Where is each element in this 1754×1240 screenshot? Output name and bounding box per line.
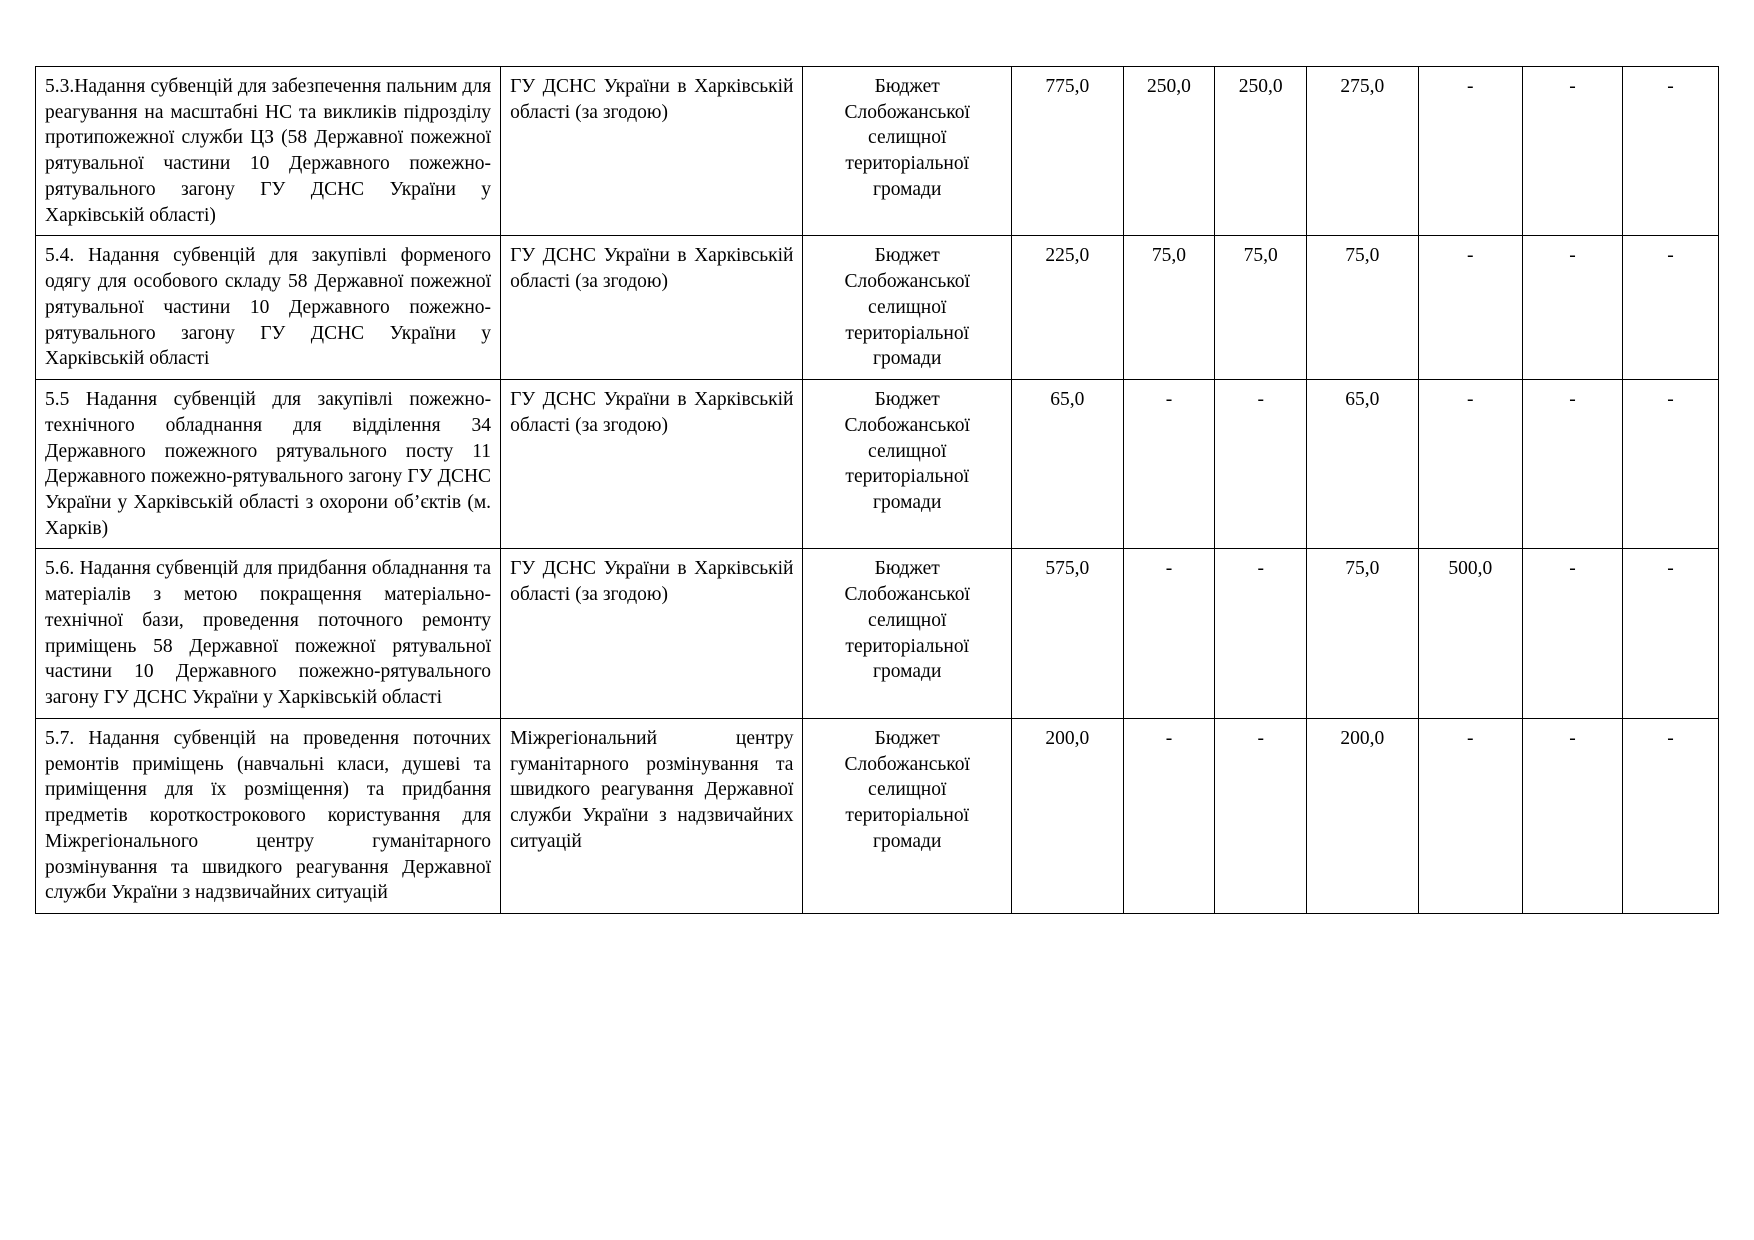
row-funding-source: Бюджет Слобожанської селищної територіальної громади [803, 236, 1012, 380]
row-value-4: - [1418, 236, 1522, 380]
row-value-5: - [1522, 718, 1622, 913]
row-value-1: 75,0 [1123, 236, 1215, 380]
row-description: 5.5 Надання субвенцій для закупівлі пожежно-технічного обладнання для відділення 34 Державного пожежного рятувального посту 11 Державного пожежно-рятувального загону ГУ ДСНС України у Харківській області з охорони об’єктів (м. Харків) [36, 380, 501, 549]
budget-table [35, 66, 1719, 914]
table-row [36, 236, 1719, 380]
row-value-4: - [1418, 718, 1522, 913]
row-value-1: - [1123, 549, 1215, 718]
row-description: 5.4. Надання субвенцій для закупівлі форменого одягу для особового складу 58 Державної пожежної рятувальної частини 10 Державного пожежно-рятувального загону ГУ ДСНС України у Харківській області [36, 236, 501, 380]
table-row [36, 67, 1719, 236]
row-value-3: 65,0 [1307, 380, 1419, 549]
row-organization: ГУ ДСНС України в Харківській області (за згодою) [501, 236, 803, 380]
row-value-5: - [1522, 236, 1622, 380]
row-funding-source: Бюджет Слобожанської селищної територіальної громади [803, 549, 1012, 718]
budget-table-body [36, 67, 1719, 914]
row-value-1: - [1123, 718, 1215, 913]
row-total: 200,0 [1012, 718, 1124, 913]
row-value-2: - [1215, 718, 1307, 913]
row-value-6: - [1622, 549, 1718, 718]
row-value-2: 250,0 [1215, 67, 1307, 236]
row-value-1: - [1123, 380, 1215, 549]
row-value-2: 75,0 [1215, 236, 1307, 380]
row-total: 575,0 [1012, 549, 1124, 718]
row-value-4: - [1418, 67, 1522, 236]
row-value-4: 500,0 [1418, 549, 1522, 718]
table-row [36, 549, 1719, 718]
row-value-4: - [1418, 380, 1522, 549]
row-value-5: - [1522, 67, 1622, 236]
row-organization: ГУ ДСНС України в Харківській області (за згодою) [501, 67, 803, 236]
row-value-6: - [1622, 380, 1718, 549]
row-value-2: - [1215, 549, 1307, 718]
row-value-6: - [1622, 718, 1718, 913]
row-value-5: - [1522, 380, 1622, 549]
row-description: 5.6. Надання субвенцій для придбання обладнання та матеріалів з метою покращення матеріально-технічної бази, проведення поточного ремонту приміщень 58 Державної пожежної рятувальної частини 10 Державного пожежно-рятувального загону ГУ ДСНС України у Харківській області [36, 549, 501, 718]
row-total: 65,0 [1012, 380, 1124, 549]
row-description: 5.3.Надання субвенцій для забезпечення пальним для реагування на масштабні НС та викликів підрозділу протипожежної служби ЦЗ (58 Державної пожежної рятувальної частини 10 Державного пожежно-рятувального загону ГУ ДСНС України у Харківській області) [36, 67, 501, 236]
row-organization: Міжрегіональний центру гуманітарного розмінування та швидкого реагування Державної служби України з надзвичайних ситуацій [501, 718, 803, 913]
row-value-6: - [1622, 236, 1718, 380]
row-organization: ГУ ДСНС України в Харківській області (за згодою) [501, 380, 803, 549]
row-value-5: - [1522, 549, 1622, 718]
table-row [36, 718, 1719, 913]
row-value-6: - [1622, 67, 1718, 236]
row-funding-source: Бюджет Слобожанської селищної територіальної громади [803, 380, 1012, 549]
row-funding-source: Бюджет Слобожанської селищної територіальної громади [803, 67, 1012, 236]
row-total: 775,0 [1012, 67, 1124, 236]
row-organization: ГУ ДСНС України в Харківській області (за згодою) [501, 549, 803, 718]
row-value-3: 200,0 [1307, 718, 1419, 913]
row-total: 225,0 [1012, 236, 1124, 380]
row-funding-source: Бюджет Слобожанської селищної територіальної громади [803, 718, 1012, 913]
row-description: 5.7. Надання субвенцій на проведення поточних ремонтів приміщень (навчальні класи, душеві та приміщення для їх розміщення) та придбання предметів короткострокового користування для Міжрегіонального центру гуманітарного розмінування та швидкого реагування Державної служби України з надзвичайних ситуацій [36, 718, 501, 913]
row-value-3: 75,0 [1307, 549, 1419, 718]
row-value-1: 250,0 [1123, 67, 1215, 236]
row-value-2: - [1215, 380, 1307, 549]
table-row [36, 380, 1719, 549]
row-value-3: 75,0 [1307, 236, 1419, 380]
row-value-3: 275,0 [1307, 67, 1419, 236]
